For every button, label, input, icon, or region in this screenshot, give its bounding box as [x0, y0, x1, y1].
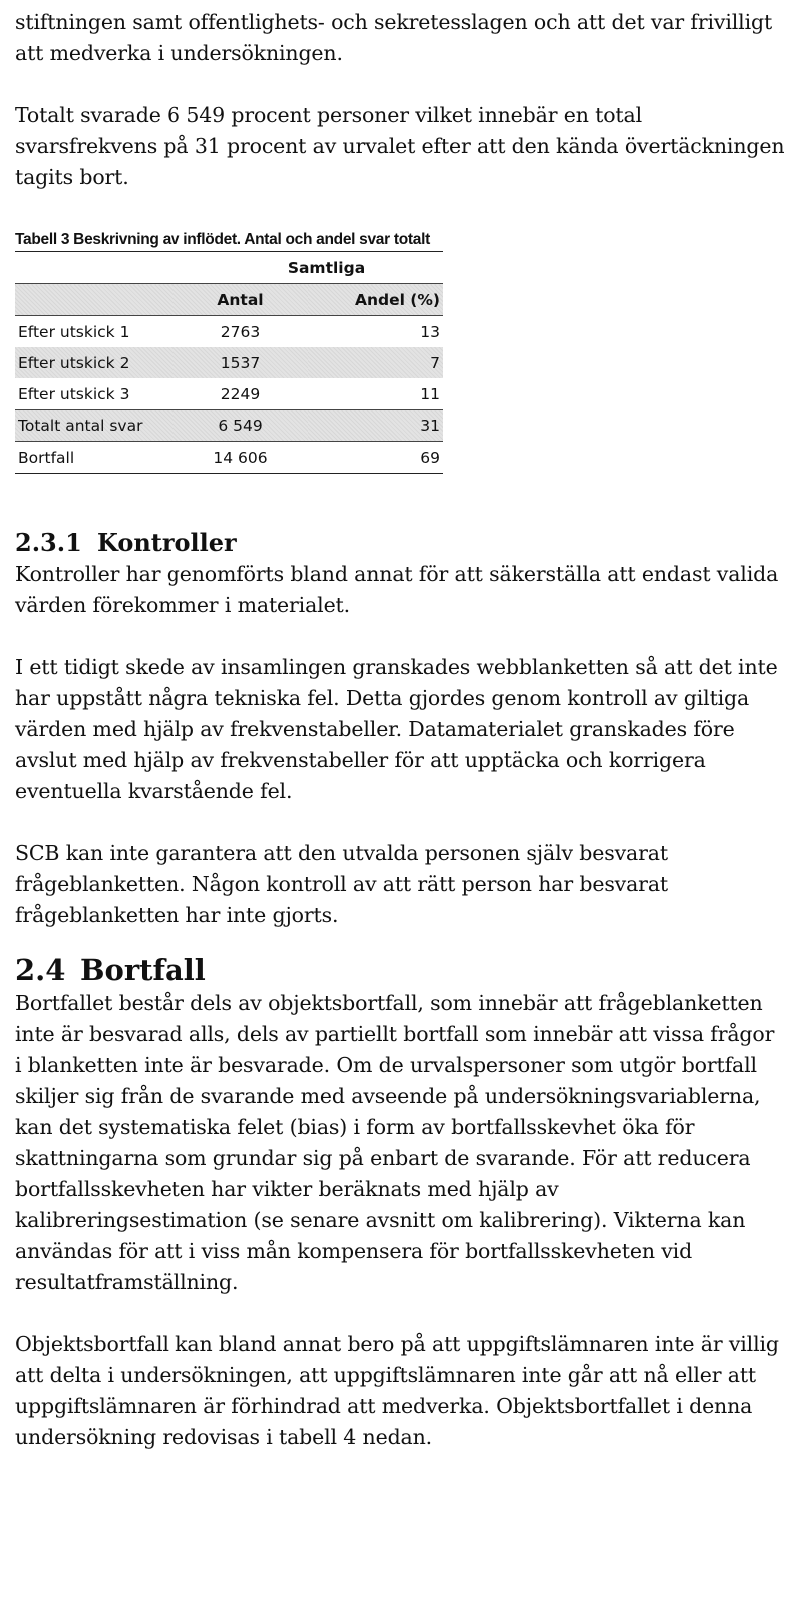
row-label: Efter utskick 2: [15, 347, 173, 378]
table-row: [15, 378, 443, 410]
section-heading-kontroller: [15, 527, 785, 559]
row-andel: 69: [308, 442, 443, 474]
row-label: Efter utskick 1: [15, 316, 173, 348]
intro-paragraph-2: Totalt svarade 6 549 procent personer vilket innebär en total svarsfrekvens på 31 procent av urvalet efter att den kända övertäckningen tagits bort.: [15, 103, 785, 189]
row-antal: 1537: [173, 347, 308, 378]
document-page: [15, 0, 785, 1453]
section-number: 2.3.1: [15, 528, 82, 557]
column-header-andel: Andel (%): [308, 284, 443, 316]
kontroller-paragraph-2: I ett tidigt skede av insamlingen granskades webblanketten så att det inte har uppstått några tekniska fel. Detta gjordes genom kontroll av giltiga värden med hjälp av frekvenstabeller. Datamaterialet granskades före avslut med hjälp av frekvenstabeller för att upptäcka och korrigera eventuella kvarstående fel.: [15, 655, 778, 803]
table-3-inflow: [15, 251, 443, 474]
row-antal: 14 606: [173, 442, 308, 474]
row-andel: 7: [308, 347, 443, 378]
row-antal: 2763: [173, 316, 308, 348]
intro-paragraph-1: stiftningen samt offentlighets- och sekretesslagen och att det var frivilligt att medverka i undersökningen.: [15, 10, 773, 65]
column-header-antal: Antal: [173, 284, 308, 316]
table-row-total: [15, 410, 443, 442]
table-row-bortfall: [15, 442, 443, 474]
section-title: Bortfall: [80, 953, 206, 987]
kontroller-paragraph-1: Kontroller har genomförts bland annat för att säkerställa att endast valida värden förekommer i materialet.: [15, 562, 779, 617]
table-column-header-row: [15, 284, 443, 316]
table-row: [15, 347, 443, 378]
table-caption: Tabell 3 Beskrivning av inflödet. Antal och andel svar totalt: [15, 231, 430, 248]
section-title: Kontroller: [97, 528, 237, 557]
kontroller-paragraph-3: SCB kan inte garantera att den utvalda personen själv besvarat frågeblanketten. Någon kontroll av att rätt person har besvarat frågeblanketten har inte gjorts.: [15, 841, 668, 927]
row-label: Bortfall: [15, 442, 173, 474]
section-heading-bortfall: [15, 952, 785, 988]
table-group-header-row: [15, 252, 443, 284]
table-row: [15, 316, 443, 348]
bortfall-paragraph-2: Objektsbortfall kan bland annat bero på att uppgiftslämnaren inte är villig att delta i undersökningen, att uppgiftslämnaren inte går att nå eller att uppgiftslämnaren är förhindrad att medverka. Objektsbortfallet i denna undersökning redovisas i tabell 4 nedan.: [15, 1332, 779, 1449]
row-label: Efter utskick 3: [18, 384, 130, 403]
column-header-label: [15, 284, 173, 316]
section-number: 2.4: [15, 953, 66, 987]
row-label: Totalt antal svar: [15, 410, 173, 442]
row-antal: 6 549: [173, 410, 308, 442]
bortfall-paragraph-1: Bortfallet består dels av objektsbortfall, som innebär att frågeblanketten inte är besvarad alls, dels av partiellt bortfall som innebär att vissa frågor i blanketten inte är besvarade. Om de urvalspersoner som utgör bortfall skiljer sig från de svarande med avseende på undersökningsvariablerna, kan det systematiska felet (bias) i form av bortfallsskevhet öka för skattningarna som grundar sig på enbart de svarande. För att reducera bortfallsskevheten har vikter beräknats med hjälp av kalibreringsestimation (se senare avsnitt om kalibrering). Vikterna kan användas för att i viss mån kompensera för bortfallsskevheten vid resultatframställning.: [15, 991, 775, 1294]
group-header-samtliga: Samtliga: [173, 252, 443, 284]
row-andel: 13: [308, 316, 443, 348]
row-andel: 31: [308, 410, 443, 442]
row-andel: 11: [420, 384, 440, 403]
row-antal: 2249: [220, 384, 261, 403]
